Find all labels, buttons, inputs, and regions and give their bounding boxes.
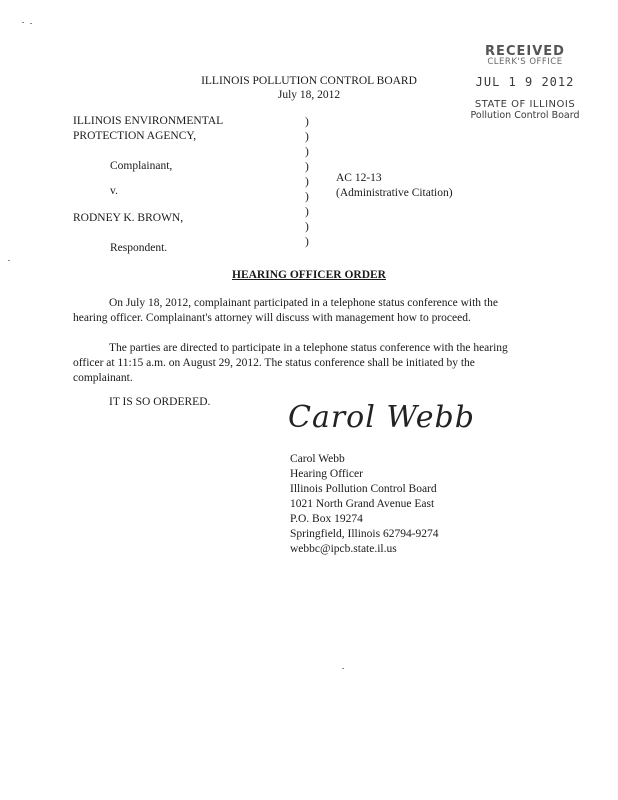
complainant-name-line2: PROTECTION AGENCY, xyxy=(73,130,197,142)
complainant-role: Complainant, xyxy=(110,160,173,172)
paren: ) xyxy=(305,131,309,143)
paren: ) xyxy=(305,146,309,158)
signer-address-3: Springfield, Illinois 62794-9274 xyxy=(290,528,439,540)
caption-parentheses xyxy=(305,115,315,250)
paragraph-line: The parties are directed to participate in a telephone status conference with the hearing xyxy=(109,342,508,354)
stamp-state: STATE OF ILLINOIS xyxy=(474,99,576,110)
scan-speck xyxy=(22,22,24,23)
signer-name: Carol Webb xyxy=(290,453,345,465)
case-type: (Administrative Citation) xyxy=(336,187,453,199)
scan-speck xyxy=(342,668,344,669)
handwritten-signature: Carol Webb xyxy=(288,400,475,435)
signer-address-2: P.O. Box 19274 xyxy=(290,513,363,525)
stamp-received: RECEIVED xyxy=(485,44,565,59)
paren: ) xyxy=(305,176,309,188)
respondent-name: RODNEY K. BROWN, xyxy=(73,212,184,224)
document-header xyxy=(0,74,618,102)
signer-email[interactable]: webbc@ipcb.state.il.us xyxy=(290,543,397,555)
stamp-date: JUL 1 9 2012 xyxy=(475,75,575,89)
paragraph-line: hearing officer. Complainant's attorney will discuss with management how to proceed. xyxy=(73,312,471,324)
respondent-role: Respondent. xyxy=(110,242,168,254)
paren: ) xyxy=(305,206,309,218)
signer-org: Illinois Pollution Control Board xyxy=(290,483,437,495)
paren: ) xyxy=(305,236,309,248)
paren: ) xyxy=(305,191,309,203)
order-paragraph-1 xyxy=(73,296,543,326)
paren: ) xyxy=(305,221,309,233)
signer-address-1: 1021 North Grand Avenue East xyxy=(290,498,435,510)
signature-block xyxy=(290,452,439,557)
board-name: ILLINOIS POLLUTION CONTROL BOARD xyxy=(201,75,417,87)
scan-speck xyxy=(30,23,32,24)
order-paragraph-2 xyxy=(73,341,543,386)
paren: ) xyxy=(305,161,309,173)
so-ordered: IT IS SO ORDERED. xyxy=(109,396,211,408)
paragraph-line: On July 18, 2012, complainant participated in a telephone status conference with the xyxy=(109,297,498,309)
order-date: July 18, 2012 xyxy=(277,89,341,101)
signer-title: Hearing Officer xyxy=(290,468,363,480)
scan-speck xyxy=(8,260,10,261)
order-title: HEARING OFFICER ORDER xyxy=(232,269,386,281)
stamp-board: Pollution Control Board xyxy=(470,110,580,121)
case-number: AC 12-13 xyxy=(336,172,382,184)
paragraph-line: complainant. xyxy=(73,372,133,384)
paragraph-line: officer at 11:15 a.m. on August 29, 2012. The status conference shall be initiated by the xyxy=(73,357,475,369)
complainant-name-line1: ILLINOIS ENVIRONMENTAL xyxy=(73,115,224,127)
paren: ) xyxy=(305,116,309,128)
stamp-clerk: CLERK'S OFFICE xyxy=(487,57,563,67)
versus: v. xyxy=(110,185,118,197)
